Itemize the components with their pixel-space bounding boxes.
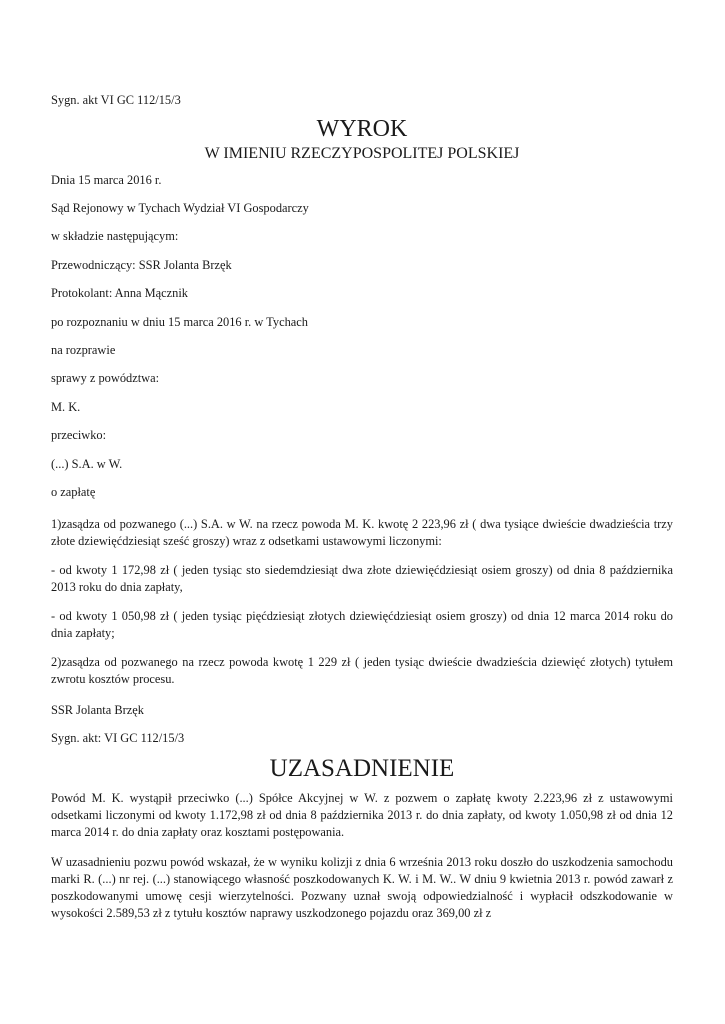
- intro-composition: w składzie następującym:: [51, 229, 179, 243]
- judge-signature: SSR Jolanta Brzęk: [51, 703, 144, 717]
- intro-defendant: (...) S.A. w W.: [51, 457, 123, 471]
- case-reference-2: Sygn. akt: VI GC 112/15/3: [51, 731, 185, 745]
- intro-date: Dnia 15 marca 2016 r.: [51, 173, 162, 187]
- justification-heading: UZASADNIENIE: [269, 755, 455, 782]
- case-reference: Sygn. akt VI GC 112/15/3: [51, 93, 181, 107]
- document-title: WYROK: [316, 116, 408, 142]
- intro-subject: o zapłatę: [51, 485, 96, 499]
- ruling-interest-2: - od kwoty 1 050,98 zł ( jeden tysiąc pięćdziesiąt złotych dziewięćdziesiąt osiem groszy) od dnia 12 marca 2014 roku do dnia zapłaty;: [51, 609, 673, 640]
- intro-hearing: na rozprawie: [51, 343, 116, 357]
- intro-recorder: Protokolant: Anna Mącznik: [51, 286, 188, 300]
- intro-case-of: sprawy z powództwa:: [51, 371, 160, 385]
- justification-paragraph-1: Powód M. K. wystąpił przeciwko (...) Spółce Akcyjnej w W. z pozwem o zapłatę kwoty 2.223,96 zł z ustawowymi odsetkami liczonymi od kwoty 1.172,98 zł od dnia 8 października 2013 r. do dnia zapłaty, od kwoty 1.050,98 zł od dnia 12 marca 2014 r. do dnia zapłaty oraz kosztami postępowania.: [51, 791, 673, 839]
- intro-chair: Przewodniczący: SSR Jolanta Brzęk: [51, 258, 232, 272]
- intro-plaintiff: M. K.: [51, 400, 81, 414]
- intro-hearing-date: po rozpoznaniu w dniu 15 marca 2016 r. w Tychach: [51, 315, 308, 329]
- intro-court: Sąd Rejonowy w Tychach Wydział VI Gospodarczy: [51, 201, 309, 215]
- ruling-point-2: 2)zasądza od pozwanego na rzecz powoda kwotę 1 229 zł ( jeden tysiąc dwieście dwadzieścia dziewięć złotych) tytułem zwrotu kosztów procesu.: [51, 655, 673, 686]
- document-subtitle: W IMIENIU RZECZYPOSPOLITEJ POLSKIEJ: [204, 145, 520, 162]
- intro-against: przeciwko:: [51, 428, 107, 442]
- justification-paragraph-2: W uzasadnieniu pozwu powód wskazał, że w wyniku kolizji z dnia 6 września 2013 roku doszło do uszkodzenia samochodu marki R. (...) nr rej. (...) stanowiącego własność poszkodowanych K. W. i M. W.. W dniu 9 kwietnia 2013 r. powód zawarł z poszkodowanymi umowę cesji wierzytelności. Pozwany uznał swoją odpowiedzialność i wypłacił odszkodowanie w wysokości 2.589,53 zł z tytułu kosztów naprawy uszkodzonego pojazdu oraz 369,00 zł z: [51, 855, 673, 920]
- ruling-point-1: 1)zasądza od pozwanego (...) S.A. w W. na rzecz powoda M. K. kwotę 2 223,96 zł ( dwa tysiące dwieście dwadzieścia trzy złote dziewięćdziesiąt sześć groszy) wraz z odsetkami ustawowymi liczonymi:: [51, 517, 673, 548]
- ruling-interest-1: - od kwoty 1 172,98 zł ( jeden tysiąc sto siedemdziesiąt dwa złote dziewięćdziesiąt osiem groszy) od dnia 8 października 2013 roku do dnia zapłaty,: [51, 563, 673, 594]
